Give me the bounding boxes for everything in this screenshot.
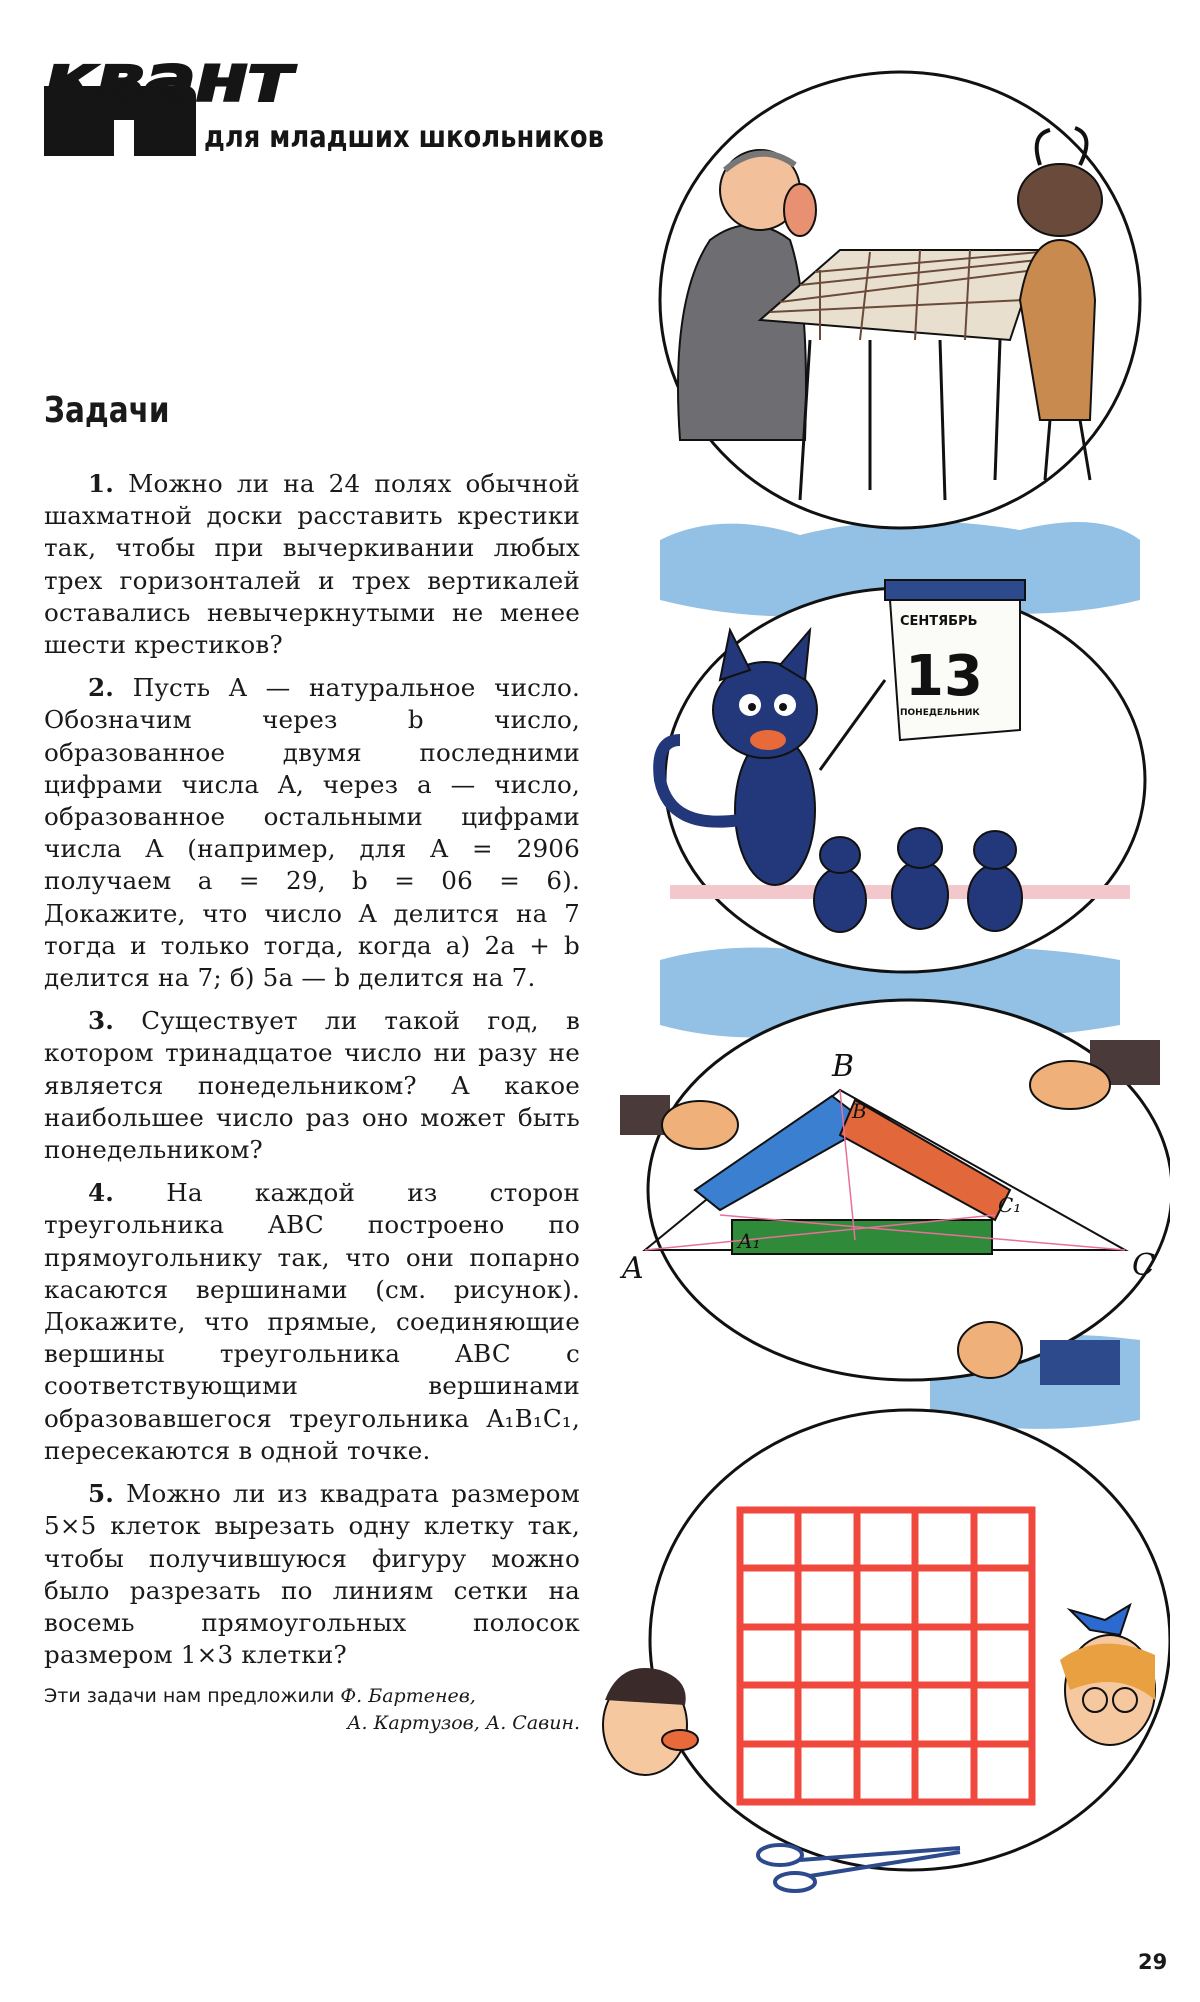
problem-number: 2.: [88, 673, 115, 703]
masthead-title: квант: [44, 40, 292, 117]
illustration-column: [600, 40, 1170, 1920]
calendar: [885, 580, 1025, 740]
section-title: Задачи: [44, 390, 170, 431]
label-c1: C₁: [998, 1193, 1022, 1217]
credit-lead: Эти задачи нам предложили: [44, 1685, 335, 1707]
problem-text: Пусть A — натуральное число. Обозначим через b число, образованное двумя последними цифрами числа A, через a — число, образованное остальными цифрами числа A (например, для A = 2906 получаем a = 29, b = 06 = 6). Докажите, что число A делится на 7 тогда и только тогда, когда а) 2a + b делится на 7; б) 5a — b делится на 7.: [44, 673, 580, 993]
problem-text: Можно ли на 24 полях обычной шахматной доски расставить крестики так, чтобы при вычеркивании любых трех горизонталей и трех вертикалей оставались невычеркнутыми не менее шести крестиков?: [44, 469, 580, 660]
bubble-cat-calendar: [659, 580, 1145, 972]
problem-number: 1.: [88, 469, 115, 498]
label-c: C: [1132, 1248, 1155, 1283]
credit-names-2: А. Картузов, А. Савин.: [347, 1712, 580, 1734]
problem-4: [44, 1177, 580, 1467]
problem-5: [44, 1478, 580, 1671]
credit: [44, 1683, 580, 1737]
problem-2: [44, 672, 580, 994]
credit-names-1: Ф. Бартенев,: [340, 1685, 476, 1707]
problem-text: На каждой из сторон треугольника ABC построено по прямоугольнику так, что они попарно касаются вершинами (см. рисунок). Докажите, что прямые, соединяющие вершины треугольника ABC с соответствующими вершинами образовавшегося треугольника A₁B₁C₁, пересекаются в одной точке.: [44, 1178, 580, 1465]
calendar-day: 13: [905, 644, 983, 709]
problem-text: Можно ли из квадрата размером 5×5 клеток вырезать одну клетку так, чтобы получившуюся фигуру можно было разрезать по линиям сетки на восемь прямоугольных полосок размером 1×3 клетки?: [44, 1479, 580, 1670]
bubble-chess: [660, 72, 1140, 528]
bubble-triangle: [619, 1000, 1170, 1385]
label-a1: A₁: [738, 1229, 761, 1253]
calendar-weekday: ПОНЕДЕЛЬНИК: [900, 708, 980, 718]
problem-number: 5.: [88, 1479, 115, 1509]
masthead-subtitle: для младших школьников: [204, 120, 604, 155]
problem-1: [44, 468, 580, 661]
label-b1: B: [852, 1099, 867, 1123]
problem-list: [44, 468, 580, 1682]
masthead: [44, 40, 604, 172]
page-number: 29: [1138, 1950, 1168, 1974]
problem-3: [44, 1005, 580, 1166]
problem-number: 3.: [88, 1006, 115, 1036]
label-a: A: [622, 1251, 644, 1286]
label-b: B: [832, 1049, 855, 1084]
calendar-month: СЕНТЯБРЬ: [900, 614, 978, 629]
problem-text: Существует ли такой год, в котором тринадцатое число ни разу не является понедельником? А какое наибольшее число раз оно может быть понедельником?: [44, 1006, 580, 1165]
bubble-grid: [603, 1410, 1170, 1891]
problem-number: 4.: [88, 1178, 115, 1208]
